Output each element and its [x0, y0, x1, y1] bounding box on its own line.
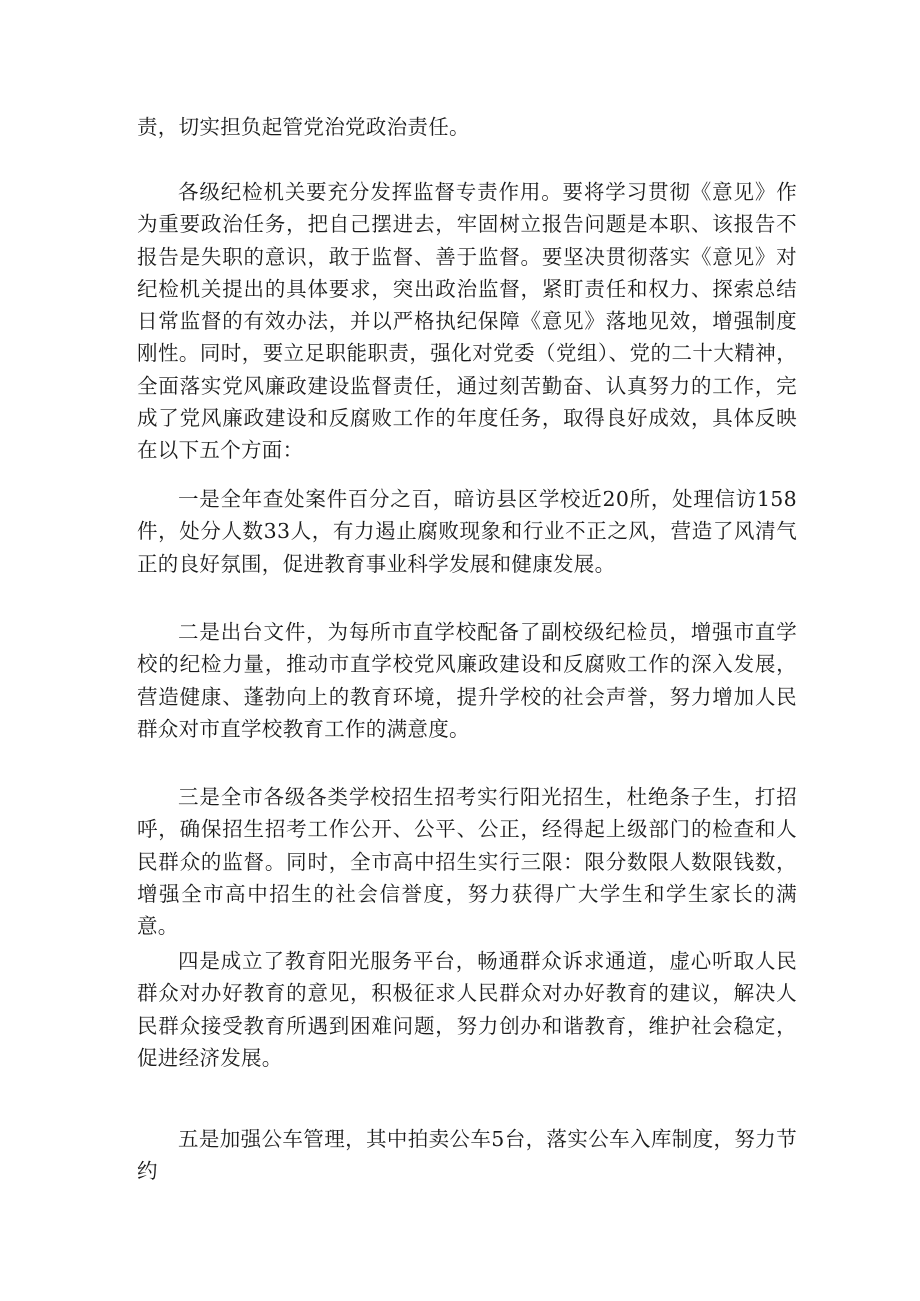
- paragraph-point-five: 五是加强公车管理，其中拍卖公车5台，落实公车入库制度，努力节约: [137, 1127, 797, 1184]
- paragraph-continuation: 责，切实担负起管党治党政治责任。: [137, 115, 470, 139]
- paragraph-point-three: 三是全市各级各类学校招生招考实行阳光招生，杜绝条子生，打招呼，确保招生招考工作公开、公平、公正，经得起上级部门的检查和人民群众的监督。同时，全市高中招生实行三限：限分数限人数限钱数，增强全市高中招生的社会信誉度，努力获得广大学生和学生家长的满意。: [137, 785, 797, 939]
- paragraph-supervision-role: 各级纪检机关要充分发挥监督专责作用。要将学习贯彻《意见》作为重要政治任务，把自己摆进去，牢固树立报告问题是本职、该报告不报告是失职的意识，敢于监督、善于监督。要坚决贯彻落实《意见》对纪检机关提出的具体要求，突出政治监督，紧盯责任和权力、探索总结日常监督的有效办法，并以严格执纪保障《意见》落地见效，增强制度刚性。同时，要立足职能职责，强化对党委（党组）、党的二十大精神，全面落实党风廉政建设监督责任，通过刻苦勤奋、认真努力的工作，完成了党风廉政建设和反腐败工作的年度任务，取得良好成效，具体反映在以下五个方面：: [137, 180, 797, 463]
- paragraph-point-two: 二是出台文件，为每所市直学校配备了副校级纪检员，增强市直学校的纪检力量，推动市直学校党风廉政建设和反腐败工作的深入发展，营造健康、蓬勃向上的教育环境，提升学校的社会声誉，努力增加人民群众对市直学校教育工作的满意度。: [137, 620, 797, 741]
- paragraph-point-four: 四是成立了教育阳光服务平台，畅通群众诉求通道，虚心听取人民群众对办好教育的意见，积极征求人民群众对办好教育的建议，解决人民群众接受教育所遇到困难问题，努力创办和谐教育，维护社会稳定，促进经济发展。: [137, 949, 797, 1070]
- paragraph-point-one: 一是全年查处案件百分之百，暗访县区学校近20所，处理信访158件，处分人数33人，有力遏止腐败现象和行业不正之风，营造了风清气正的良好氛围，促进教育事业科学发展和健康发展。: [137, 487, 797, 576]
